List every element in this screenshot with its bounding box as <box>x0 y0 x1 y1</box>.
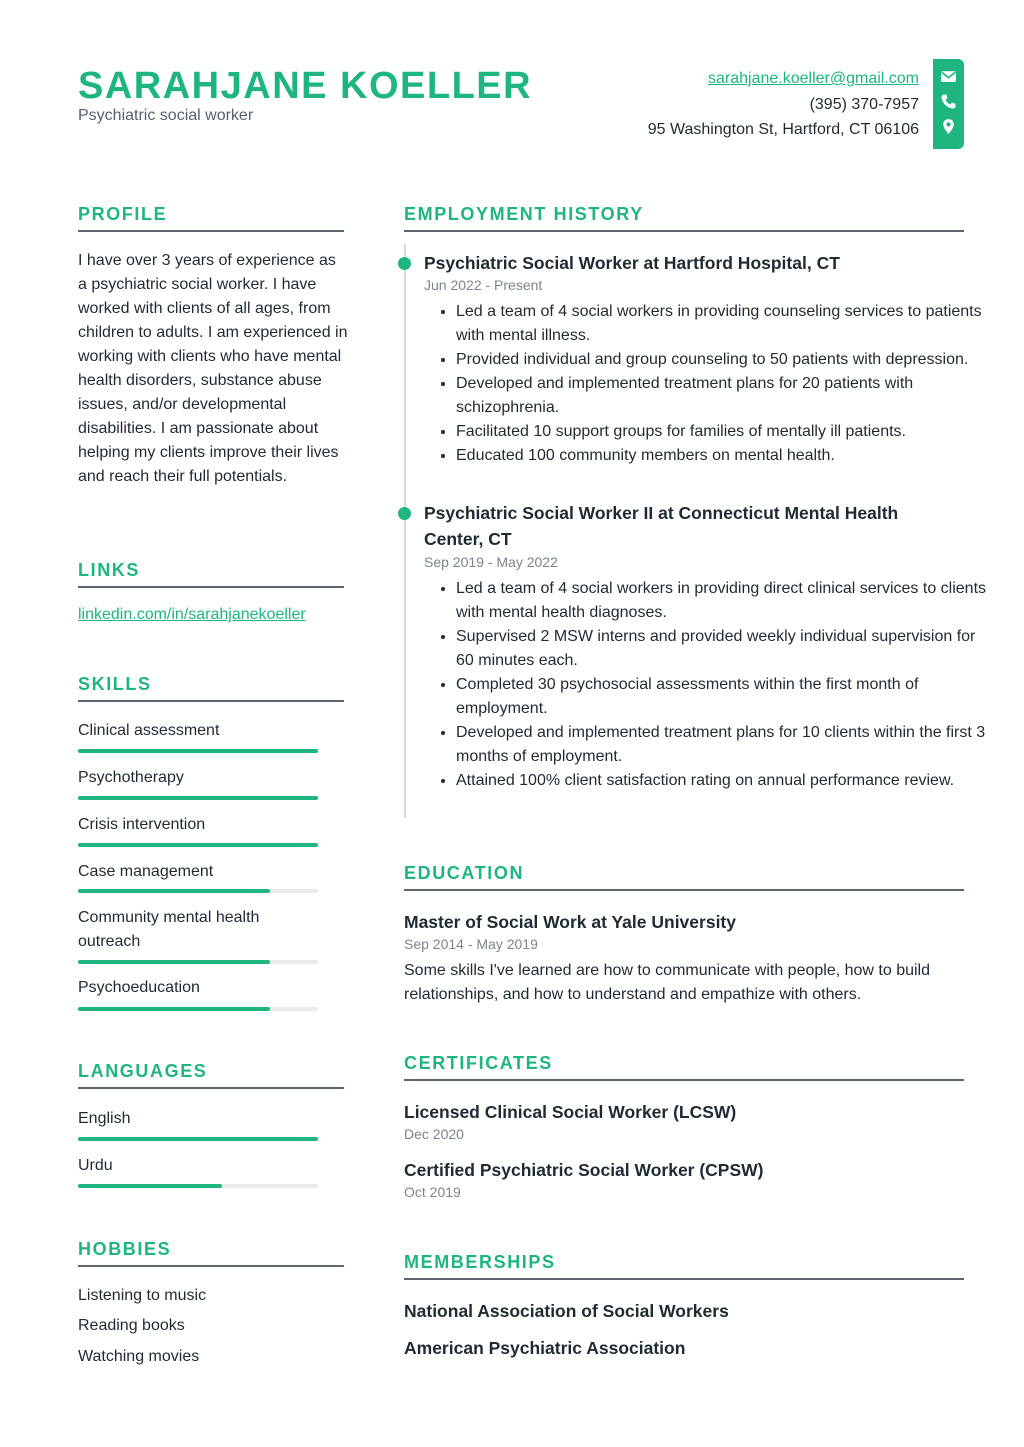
job-duty: • Developed and implemented treatment plans for 10 clients within the first 3 months of employment. <box>456 721 990 769</box>
section-divider <box>78 230 344 232</box>
skill-name: Community mental health outreach <box>78 909 260 950</box>
linkedin-link[interactable]: linkedin.com/in/sarahjanekoeller <box>78 606 306 623</box>
job-title: Psychiatric Social Worker at Hartford Hospital, CT <box>424 253 840 273</box>
skill-level-bar <box>78 960 318 964</box>
language-level-bar <box>78 1137 318 1141</box>
memberships-heading: MEMBERSHIPS <box>404 1252 556 1272</box>
degree-title: Master of Social Work at Yale University <box>404 912 736 932</box>
skills-heading: SKILLS <box>78 674 152 694</box>
map-pin-icon <box>940 118 957 135</box>
job-duty: • Educated 100 community members on mental health. <box>456 444 990 468</box>
skill-level-bar <box>78 843 318 847</box>
phone-icon <box>940 93 957 110</box>
language-name: Urdu <box>78 1157 113 1174</box>
skill-level-bar <box>78 749 318 753</box>
section-divider <box>404 889 964 891</box>
certificates-heading: CERTIFICATES <box>404 1053 553 1073</box>
job-duty: • Led a team of 4 social workers in providing counseling services to patients with mental illness. <box>456 300 990 348</box>
job-role: Psychiatric social worker <box>78 107 254 124</box>
job-duty: • Supervised 2 MSW interns and provided weekly individual supervision for 60 minutes each. <box>456 625 990 673</box>
profile-heading: PROFILE <box>78 204 168 224</box>
envelope-icon <box>940 68 957 85</box>
skill-level-bar <box>78 1007 318 1011</box>
section-divider <box>78 1265 344 1267</box>
links-heading: LINKS <box>78 560 140 580</box>
job-duty: • Provided individual and group counseling to 50 patients with depression. <box>456 348 990 372</box>
timeline-dot <box>398 257 411 270</box>
job-dates: Jun 2022 - Present <box>424 277 543 293</box>
skill-name: Psychoeducation <box>78 979 200 996</box>
section-divider <box>404 230 964 232</box>
certificate-date: Dec 2020 <box>404 1126 464 1142</box>
skill-level-bar <box>78 889 318 893</box>
skill-name: Case management <box>78 863 214 880</box>
phone-number: (395) 370-7957 <box>809 95 919 113</box>
certificate-date: Oct 2019 <box>404 1184 461 1200</box>
hobby-item: Reading books <box>78 1317 185 1334</box>
hobby-item: Watching movies <box>78 1348 200 1365</box>
job-duty: • Facilitated 10 support groups for families of mentally ill patients. <box>456 420 990 444</box>
job-duty: • Completed 30 psychosocial assessments within the first month of employment. <box>456 673 990 721</box>
timeline-dot <box>398 507 411 520</box>
hobby-item: Listening to music <box>78 1287 207 1304</box>
section-divider <box>78 700 344 702</box>
certificate-title: Licensed Clinical Social Worker (LCSW) <box>404 1102 737 1122</box>
education-dates: Sep 2014 - May 2019 <box>404 936 538 952</box>
job-duty: • Developed and implemented treatment plans for 20 patients with schizophrenia. <box>456 372 990 420</box>
address: 95 Washington St, Hartford, CT 06106 <box>647 121 919 138</box>
employment-timeline <box>404 244 406 818</box>
membership-item: National Association of Social Workers <box>404 1301 729 1321</box>
job-duty: • Led a team of 4 social workers in providing direct clinical services to clients with mental health diagnoses. <box>456 577 990 625</box>
skill-level-bar <box>78 796 318 800</box>
certificate-title: Certified Psychiatric Social Worker (CPSW) <box>404 1160 764 1180</box>
contact-info <box>648 66 919 143</box>
job-dates: Sep 2019 - May 2022 <box>424 554 558 570</box>
employment-heading: EMPLOYMENT HISTORY <box>404 204 644 224</box>
section-divider <box>78 586 344 588</box>
profile-text: I have over 3 years of experience as a psychiatric social worker. I have worked with clients of all ages, from children to adults. I am experienced in working with clients who have mental health disorders, substance abuse issues, and/or developmental disabilities. I am passionate about helping my clients improve their lives and reach their full potentials. <box>78 252 348 485</box>
language-name: English <box>78 1110 131 1127</box>
hobbies-heading: HOBBIES <box>78 1239 172 1259</box>
membership-item: American Psychiatric Association <box>404 1338 686 1358</box>
section-divider <box>404 1278 964 1280</box>
contact-icon-bar <box>933 59 964 149</box>
section-divider <box>78 1087 344 1089</box>
candidate-name: SARAHJANE KOELLER <box>78 65 533 107</box>
email-link[interactable]: sarahjane.koeller@gmail.com <box>708 70 919 87</box>
skill-name: Clinical assessment <box>78 722 220 739</box>
job-duties-list <box>432 300 990 468</box>
skill-name: Crisis intervention <box>78 816 206 833</box>
job-title: Psychiatric Social Worker II at Connecticut Mental Health Center, CT <box>424 503 899 549</box>
languages-heading: LANGUAGES <box>78 1061 208 1081</box>
skill-name: Psychotherapy <box>78 769 184 786</box>
job-duty: • Attained 100% client satisfaction rating on annual performance review. <box>456 769 990 793</box>
section-divider <box>404 1079 964 1081</box>
education-heading: EDUCATION <box>404 863 525 883</box>
language-level-bar <box>78 1184 318 1188</box>
job-duties-list <box>432 577 990 793</box>
education-description: Some skills I've learned are how to communicate with people, how to build relationships, and how to understand and empathize with others. <box>404 962 930 1003</box>
